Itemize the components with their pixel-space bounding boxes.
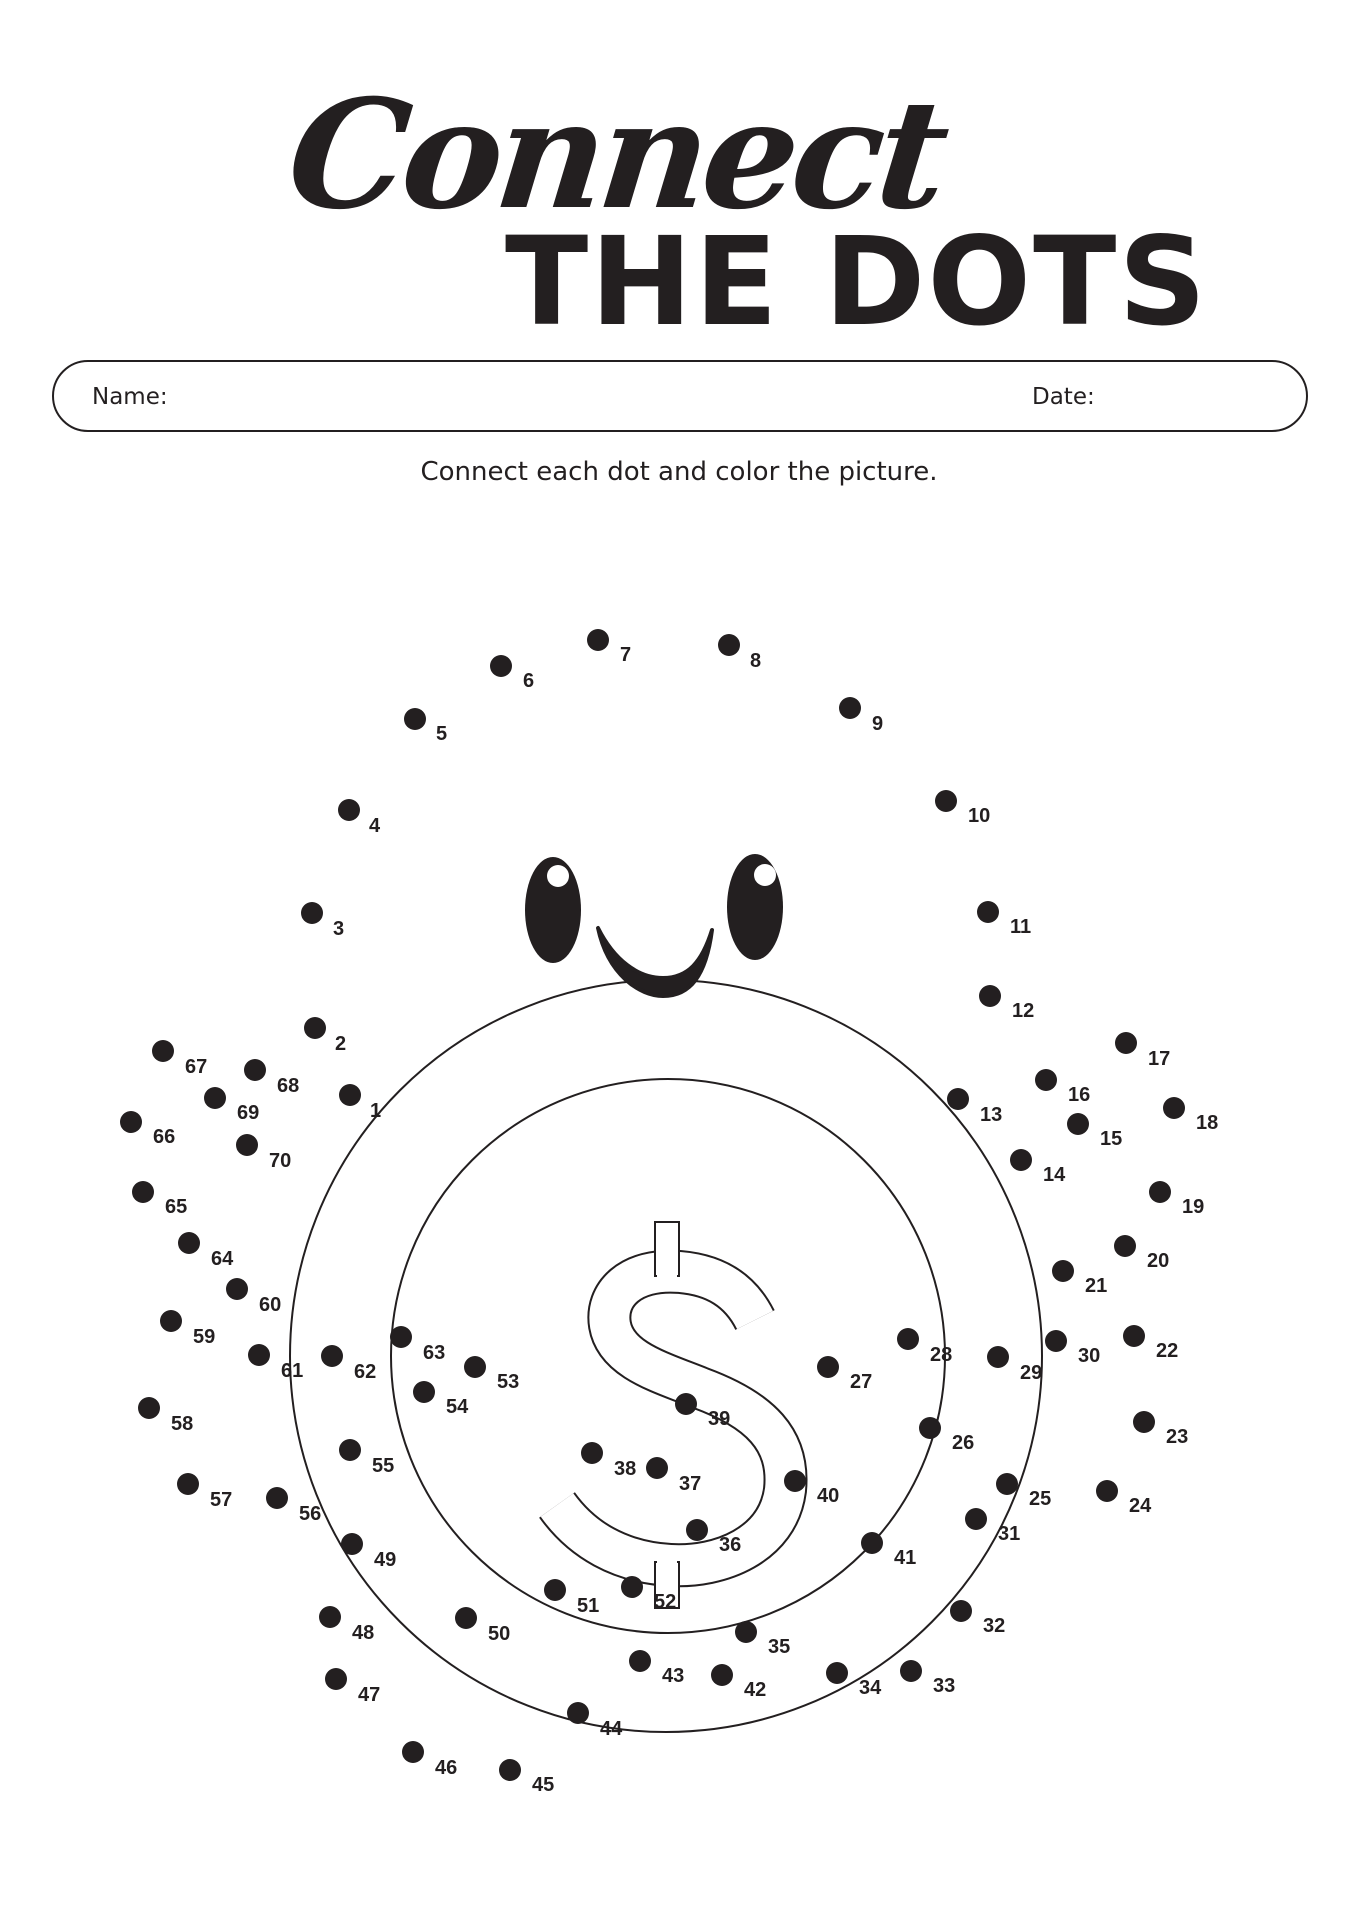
- dot-marker: [177, 1473, 199, 1495]
- dot-51: [544, 1579, 599, 1617]
- dot-6: [490, 655, 534, 692]
- dot-marker: [826, 1662, 848, 1684]
- dot-marker: [204, 1087, 226, 1109]
- dot-number-label: 32: [983, 1615, 1006, 1637]
- dot-number-label: 57: [210, 1489, 233, 1511]
- dot-17: [1115, 1032, 1170, 1070]
- dot-69: [204, 1087, 259, 1124]
- dot-number-label: 3: [333, 918, 345, 940]
- dot-number-label: 23: [1166, 1426, 1189, 1448]
- dot-number-label: 35: [768, 1636, 791, 1658]
- dot-number-label: 38: [614, 1458, 637, 1480]
- dot-46: [402, 1741, 457, 1779]
- dot-marker: [587, 629, 609, 651]
- dot-marker: [138, 1397, 160, 1419]
- dot-66: [120, 1111, 175, 1148]
- date-label: Date:: [1032, 384, 1095, 410]
- dot-marker: [178, 1232, 200, 1254]
- dot-marker: [390, 1326, 412, 1348]
- dot-35: [735, 1621, 790, 1658]
- dot-number-label: 9: [872, 713, 884, 735]
- instruction-text: Connect each dot and color the picture.: [420, 457, 938, 487]
- dot-number-label: 69: [237, 1102, 260, 1124]
- dot-number-label: 53: [497, 1371, 520, 1393]
- dot-number-label: 51: [577, 1595, 600, 1617]
- dot-marker: [861, 1532, 883, 1554]
- dot-9: [839, 697, 883, 735]
- dot-marker: [413, 1381, 435, 1403]
- dot-marker: [839, 697, 861, 719]
- dot-41: [861, 1532, 916, 1569]
- dot-marker: [455, 1607, 477, 1629]
- dot-13: [947, 1088, 1002, 1126]
- dot-marker: [338, 799, 360, 821]
- dot-marker: [226, 1278, 248, 1300]
- dot-64: [178, 1232, 234, 1270]
- dot-marker: [1035, 1069, 1057, 1091]
- dot-32: [950, 1600, 1005, 1637]
- dot-8: [718, 634, 761, 672]
- dot-number-label: 21: [1085, 1275, 1108, 1297]
- dot-number-label: 63: [423, 1342, 446, 1364]
- dot-marker: [965, 1508, 987, 1530]
- dot-marker: [784, 1470, 806, 1492]
- dot-20: [1114, 1235, 1169, 1272]
- dot-57: [177, 1473, 232, 1511]
- dot-63: [390, 1326, 445, 1364]
- dot-49: [341, 1533, 396, 1571]
- dot-marker: [817, 1356, 839, 1378]
- dot-12: [979, 985, 1034, 1022]
- dot-marker: [977, 901, 999, 923]
- dot-number-label: 31: [998, 1523, 1021, 1545]
- dot-number-label: 33: [933, 1675, 956, 1697]
- dot-number-label: 44: [600, 1718, 623, 1740]
- dot-number-label: 14: [1043, 1164, 1066, 1186]
- dot-number-label: 13: [980, 1104, 1003, 1126]
- dot-45: [499, 1759, 554, 1796]
- dot-marker: [321, 1345, 343, 1367]
- dot-42: [711, 1664, 766, 1701]
- dot-marker: [646, 1457, 668, 1479]
- dot-marker: [897, 1328, 919, 1350]
- dot-3: [301, 902, 344, 940]
- dot-marker: [120, 1111, 142, 1133]
- dot-27: [817, 1356, 872, 1393]
- dot-43: [629, 1650, 684, 1687]
- dot-marker: [718, 634, 740, 656]
- dot-53: [464, 1356, 519, 1393]
- dot-marker: [996, 1473, 1018, 1495]
- dot-number-label: 52: [654, 1591, 677, 1613]
- dot-number-label: 59: [193, 1326, 216, 1348]
- dot-58: [138, 1397, 193, 1435]
- dot-marker: [735, 1621, 757, 1643]
- dot-number-label: 8: [750, 650, 762, 672]
- dot-number-label: 45: [532, 1774, 555, 1796]
- dot-number-label: 7: [620, 644, 632, 666]
- dot-number-label: 34: [859, 1677, 882, 1699]
- dot-marker: [987, 1346, 1009, 1368]
- dot-marker: [499, 1759, 521, 1781]
- dot-number-label: 18: [1196, 1112, 1219, 1134]
- dot-number-label: 47: [358, 1684, 381, 1706]
- dot-15: [1067, 1113, 1122, 1150]
- dot-44: [567, 1702, 623, 1740]
- dot-marker: [950, 1600, 972, 1622]
- dot-65: [132, 1181, 187, 1218]
- dot-number-label: 62: [354, 1361, 377, 1383]
- dot-marker: [402, 1741, 424, 1763]
- dot-marker: [404, 708, 426, 730]
- dot-marker: [979, 985, 1001, 1007]
- name-label: Name:: [92, 384, 168, 410]
- dot-marker: [581, 1442, 603, 1464]
- dot-marker: [1133, 1411, 1155, 1433]
- dot-60: [226, 1278, 281, 1316]
- dot-number-label: 39: [708, 1408, 731, 1430]
- dot-number-label: 28: [930, 1344, 953, 1366]
- dot-number-label: 15: [1100, 1128, 1123, 1150]
- dot-number-label: 12: [1012, 1000, 1035, 1022]
- face-eyes-smile: [525, 854, 783, 996]
- dot-48: [319, 1606, 374, 1644]
- dot-number-label: 36: [719, 1534, 742, 1556]
- dot-number-label: 70: [269, 1150, 292, 1172]
- dot-marker: [567, 1702, 589, 1724]
- dot-marker: [319, 1606, 341, 1628]
- dot-marker: [711, 1664, 733, 1686]
- dot-marker: [248, 1344, 270, 1366]
- dot-number-label: 37: [679, 1473, 702, 1495]
- dot-number-label: 24: [1129, 1495, 1152, 1517]
- dot-number-label: 64: [211, 1248, 234, 1270]
- dot-number-label: 5: [436, 723, 448, 745]
- dot-18: [1163, 1097, 1218, 1134]
- dot-number-label: 27: [850, 1371, 873, 1393]
- dot-number-label: 48: [352, 1622, 375, 1644]
- dot-number-label: 68: [277, 1075, 300, 1097]
- dot-number-label: 11: [1010, 916, 1032, 938]
- dot-24: [1096, 1480, 1152, 1517]
- dot-68: [244, 1059, 299, 1097]
- dot-marker: [675, 1393, 697, 1415]
- dot-11: [977, 901, 1031, 938]
- dot-marker: [947, 1088, 969, 1110]
- dot-number-label: 55: [372, 1455, 395, 1477]
- dot-marker: [621, 1576, 643, 1598]
- dot-marker: [1123, 1325, 1145, 1347]
- dot-number-label: 56: [299, 1503, 322, 1525]
- dot-54: [413, 1381, 469, 1418]
- dot-marker: [301, 902, 323, 924]
- dot-marker: [266, 1487, 288, 1509]
- dot-marker: [686, 1519, 708, 1541]
- dot-marker: [304, 1017, 326, 1039]
- dot-number-label: 40: [817, 1485, 840, 1507]
- dot-19: [1149, 1181, 1204, 1218]
- dot-number-label: 61: [281, 1360, 304, 1382]
- dot-1: [339, 1084, 381, 1122]
- dot-number-label: 54: [446, 1396, 469, 1418]
- dot-16: [1035, 1069, 1090, 1106]
- dot-33: [900, 1660, 955, 1697]
- dot-56: [266, 1487, 321, 1525]
- dot-marker: [1114, 1235, 1136, 1257]
- dot-marker: [629, 1650, 651, 1672]
- numbered-dots: [120, 629, 1218, 1796]
- dot-marker: [160, 1310, 182, 1332]
- dot-number-label: 42: [744, 1679, 767, 1701]
- dot-number-label: 26: [952, 1432, 975, 1454]
- dot-marker: [935, 790, 957, 812]
- dot-61: [248, 1344, 303, 1382]
- dot-37: [646, 1457, 701, 1495]
- dot-number-label: 19: [1182, 1196, 1205, 1218]
- dot-number-label: 66: [153, 1126, 176, 1148]
- dot-marker: [244, 1059, 266, 1081]
- dot-number-label: 58: [171, 1413, 194, 1435]
- dot-marker: [1067, 1113, 1089, 1135]
- dot-number-label: 25: [1029, 1488, 1052, 1510]
- dot-marker: [1010, 1149, 1032, 1171]
- dot-number-label: 4: [369, 815, 381, 837]
- dot-number-label: 17: [1148, 1048, 1171, 1070]
- dot-10: [935, 790, 990, 827]
- dot-67: [152, 1040, 207, 1078]
- dot-number-label: 65: [165, 1196, 188, 1218]
- dot-5: [404, 708, 447, 745]
- title-block-words: THE DOTS: [505, 211, 1209, 353]
- dot-marker: [544, 1579, 566, 1601]
- dot-4: [338, 799, 381, 837]
- dot-marker: [325, 1668, 347, 1690]
- dot-number-label: 49: [374, 1549, 397, 1571]
- dot-number-label: 16: [1068, 1084, 1091, 1106]
- dot-number-label: 22: [1156, 1340, 1179, 1362]
- dot-marker: [490, 655, 512, 677]
- dot-number-label: 50: [488, 1623, 511, 1645]
- dot-marker: [1163, 1097, 1185, 1119]
- dot-50: [455, 1607, 510, 1645]
- dot-marker: [464, 1356, 486, 1378]
- dot-number-label: 10: [968, 805, 991, 827]
- dot-59: [160, 1310, 215, 1348]
- dot-number-label: 60: [259, 1294, 282, 1316]
- dot-marker: [900, 1660, 922, 1682]
- dot-marker: [339, 1439, 361, 1461]
- dot-number-label: 6: [523, 670, 535, 692]
- dot-31: [965, 1508, 1020, 1545]
- dot-marker: [1052, 1260, 1074, 1282]
- dot-number-label: 1: [370, 1100, 382, 1122]
- dot-marker: [1096, 1480, 1118, 1502]
- dot-29: [987, 1346, 1042, 1384]
- dot-23: [1133, 1411, 1188, 1448]
- dot-25: [996, 1473, 1051, 1510]
- dot-marker: [1149, 1181, 1171, 1203]
- dot-26: [919, 1417, 974, 1454]
- dot-70: [236, 1134, 291, 1172]
- dot-marker: [1115, 1032, 1137, 1054]
- dot-30: [1045, 1330, 1100, 1367]
- dot-21: [1052, 1260, 1107, 1297]
- dot-number-label: 46: [435, 1757, 458, 1779]
- dot-number-label: 41: [894, 1547, 917, 1569]
- dot-7: [587, 629, 631, 666]
- dot-22: [1123, 1325, 1178, 1362]
- dot-marker: [236, 1134, 258, 1156]
- dot-number-label: 43: [662, 1665, 685, 1687]
- dot-62: [321, 1345, 376, 1383]
- dot-number-label: 29: [1020, 1362, 1043, 1384]
- dot-marker: [919, 1417, 941, 1439]
- dot-55: [339, 1439, 394, 1477]
- dot-number-label: 67: [185, 1056, 208, 1078]
- dot-47: [325, 1668, 380, 1706]
- title-script-word: Connect: [280, 67, 951, 243]
- dot-marker: [339, 1084, 361, 1106]
- dot-number-label: 20: [1147, 1250, 1170, 1272]
- dot-marker: [152, 1040, 174, 1062]
- dot-marker: [132, 1181, 154, 1203]
- dot-marker: [341, 1533, 363, 1555]
- dot-marker: [1045, 1330, 1067, 1352]
- dollar-sign-icon: [557, 1222, 786, 1608]
- dot-2: [304, 1017, 346, 1055]
- dot-number-label: 30: [1078, 1345, 1101, 1367]
- dot-38: [581, 1442, 636, 1480]
- dot-14: [1010, 1149, 1066, 1186]
- dot-number-label: 2: [335, 1033, 347, 1055]
- smile-icon: [598, 928, 712, 996]
